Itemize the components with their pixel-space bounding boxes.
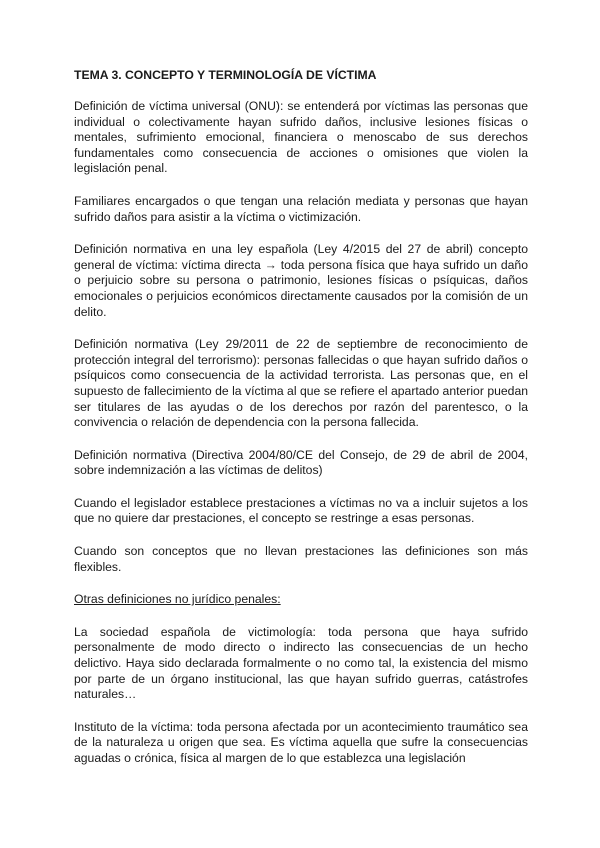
paragraph-familiares: Familiares encargados o que tengan una relación mediata y personas que hayan sufrido daños para asistir a la víctima o victimización. <box>74 193 528 224</box>
paragraph-sociedad-victimologia: La sociedad española de victimología: toda persona que haya sufrido personalmente de modo directo o indirecto las consecuencias de un hecho delictivo. Haya sido declarada formalmente o no como tal, la existencia del mismo por parte de un órgano institucional, las que hayan sufrido guerras, catástrofes naturales… <box>74 624 528 702</box>
paragraph-ley-4-2015: Definición normativa en una ley española (Ley 4/2015 del 27 de abril) concepto general de víctima: víctima directa → toda persona física que haya sufrido un daño o perjuicio sobre su persona o patrimonio, lesiones físicas o psíquicas, daños emocionales o perjuicios económicos directamente causados por la comisión de un delito. <box>74 242 528 319</box>
paragraph-legislador-prestaciones: Cuando el legislador establece prestaciones a víctimas no va a incluir sujetos a los que no quiere dar prestaciones, el concepto se restringe a esas personas. <box>74 495 528 526</box>
paragraph-instituto-victima: Instituto de la víctima: toda persona afectada por un acontecimiento traumático sea de la naturaleza u origen que sea. Es víctima aquella que sufre la consecuencias aguadas o crónica, física al margen de lo que establezca una legislación <box>74 719 528 765</box>
paragraph-onu-definition: Definición de víctima universal (ONU): se entenderá por víctimas las personas que individual o colectivamente hayan sufrido daños, inclusive lesiones físicas o mentales, sufrimiento emocional, financiera o menoscabo de sus derechos fundamentales como consecuencia de acciones o omisiones que violen la legislación penal. <box>74 99 528 176</box>
paragraph-directiva-2004-80: Definición normativa (Directiva 2004/80/CE del Consejo, de 29 de abril de 2004, sobre indemnización a las víctimas de delitos) <box>74 447 528 478</box>
section-subheading: Otras definiciones no jurídico penales: <box>74 592 281 607</box>
paragraph-conceptos-flexibles: Cuando son conceptos que no llevan prestaciones las definiciones son más flexibles. <box>74 544 528 574</box>
page-title: TEMA 3. CONCEPTO Y TERMINOLOGÍA DE VÍCTIMA <box>74 68 377 82</box>
paragraph-ley-29-2011: Definición normativa (Ley 29/2011 de 22 de septiembre de reconocimiento de protección integral del terrorismo): personas fallecidas o que hayan sufrido daños o psíquicos como consecuencia de la actividad terrorista. Las personas que, en el supuesto de fallecimiento de la víctima al que se refiere el apartado anterior puedan ser titulares de las ayudas o de los derechos por razón del parentesco, o la convivencia o relación de dependencia con la persona fallecida. <box>74 337 528 430</box>
